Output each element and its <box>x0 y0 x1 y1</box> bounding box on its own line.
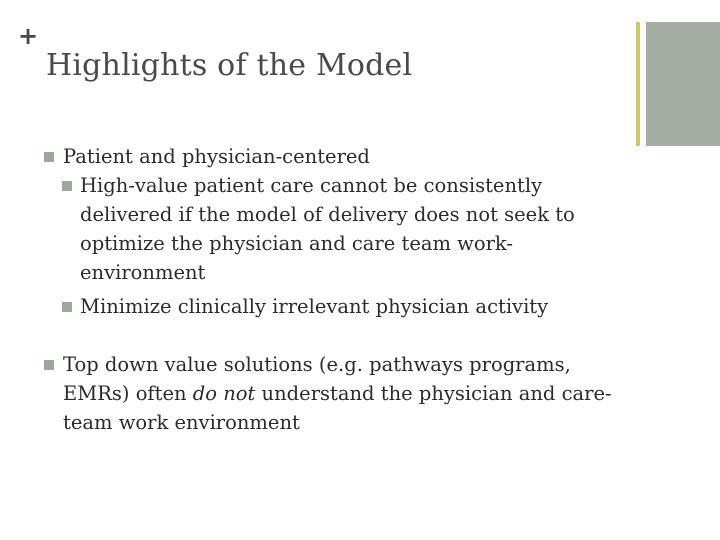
square-bullet-icon <box>44 152 54 162</box>
sub-bullet-item <box>62 171 624 287</box>
accent-block <box>646 22 720 146</box>
bullet-item <box>44 142 624 171</box>
slide-title: Highlights of the Model <box>46 48 413 83</box>
plus-icon: + <box>18 22 39 50</box>
sub-bullet-item <box>62 292 624 321</box>
sub-bullet-text: High-value patient care cannot be consistently delivered if the model of delivery does not seek to optimize the physician and care team work-environment <box>80 174 575 284</box>
slide-body <box>44 142 624 437</box>
bullet-item <box>44 350 624 437</box>
square-bullet-icon <box>62 302 72 312</box>
square-bullet-icon <box>62 181 72 191</box>
bullet-text-end: understand the physician and care-team work environment <box>63 382 612 434</box>
accent-line <box>636 22 640 146</box>
sub-bullet-text: Minimize clinically irrelevant physician activity <box>80 295 549 318</box>
bullet-text-emphasis: do not <box>192 382 256 405</box>
bullet-text: Patient and physician-centered <box>63 145 370 168</box>
square-bullet-icon <box>44 360 54 370</box>
spacer <box>44 326 624 350</box>
bullet-text-start: Top down value solutions (e.g. pathways programs, EMRs) often <box>63 353 571 405</box>
